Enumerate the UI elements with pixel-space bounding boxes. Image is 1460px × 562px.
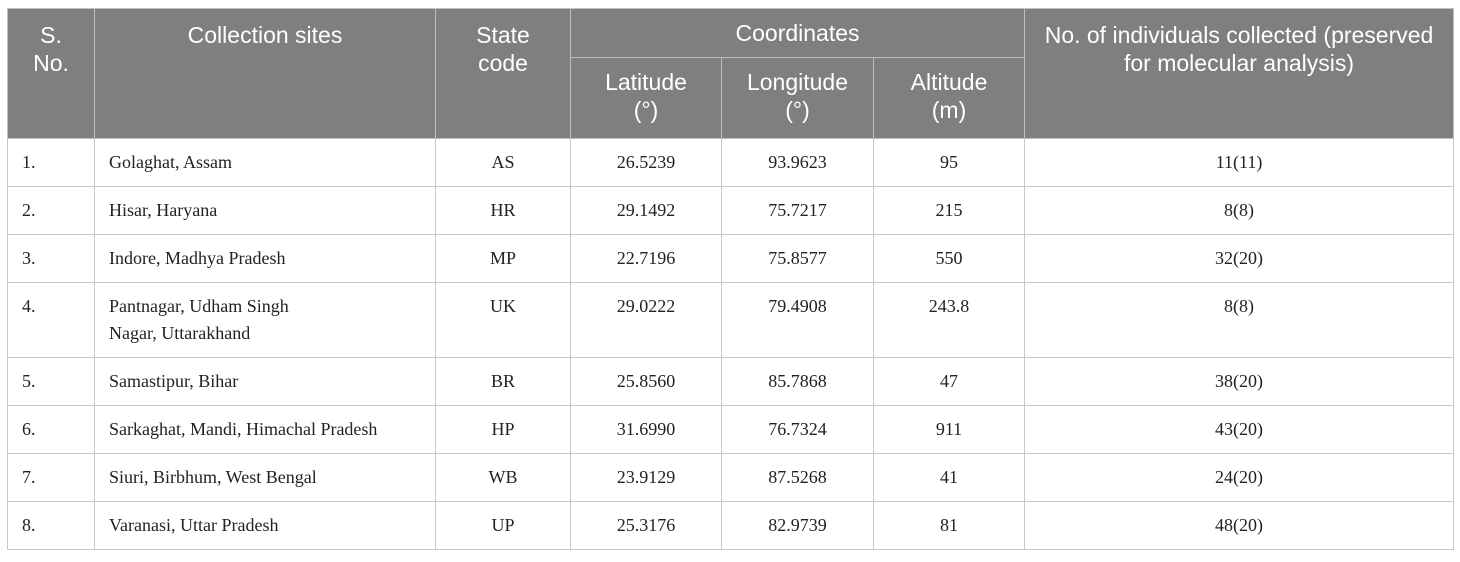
cell-altitude: 243.8 — [874, 283, 1025, 358]
table-row — [8, 235, 1454, 283]
cell-longitude: 75.7217 — [722, 187, 874, 235]
cell-sno: 3. — [8, 235, 95, 283]
cell-sno: 2. — [8, 187, 95, 235]
cell-state-code: BR — [436, 358, 571, 406]
cell-sno: 1. — [8, 139, 95, 187]
cell-collection-site: Indore, Madhya Pradesh — [95, 235, 436, 283]
header-individuals: No. of individuals collected (preserved for molecular analysis) — [1025, 9, 1454, 139]
cell-sno: 4. — [8, 283, 95, 358]
header-row-top — [8, 9, 1454, 58]
table-row — [8, 358, 1454, 406]
cell-state-code: HR — [436, 187, 571, 235]
header-latitude: Latitude (°) — [571, 58, 722, 139]
cell-longitude: 85.7868 — [722, 358, 874, 406]
cell-sno: 5. — [8, 358, 95, 406]
cell-longitude: 93.9623 — [722, 139, 874, 187]
cell-individuals: 32(20) — [1025, 235, 1454, 283]
cell-state-code: UK — [436, 283, 571, 358]
cell-longitude: 76.7324 — [722, 406, 874, 454]
table-row — [8, 502, 1454, 550]
cell-latitude: 26.5239 — [571, 139, 722, 187]
cell-collection-site: Hisar, Haryana — [95, 187, 436, 235]
cell-altitude: 215 — [874, 187, 1025, 235]
cell-altitude: 911 — [874, 406, 1025, 454]
header-sno: S. No. — [8, 9, 95, 139]
cell-collection-site: Samastipur, Bihar — [95, 358, 436, 406]
cell-altitude: 550 — [874, 235, 1025, 283]
cell-collection-site: Siuri, Birbhum, West Bengal — [95, 454, 436, 502]
cell-latitude: 25.3176 — [571, 502, 722, 550]
header-longitude: Longitude (°) — [722, 58, 874, 139]
table-row — [8, 139, 1454, 187]
cell-altitude: 81 — [874, 502, 1025, 550]
cell-state-code: AS — [436, 139, 571, 187]
cell-individuals: 43(20) — [1025, 406, 1454, 454]
cell-individuals: 8(8) — [1025, 187, 1454, 235]
cell-collection-site: Golaghat, Assam — [95, 139, 436, 187]
cell-sno: 6. — [8, 406, 95, 454]
cell-altitude: 47 — [874, 358, 1025, 406]
table-row — [8, 187, 1454, 235]
cell-latitude: 22.7196 — [571, 235, 722, 283]
cell-collection-site: Varanasi, Uttar Pradesh — [95, 502, 436, 550]
cell-collection-site: Pantnagar, Udham Singh Nagar, Uttarakhand — [95, 283, 436, 358]
collection-sites-table-container — [7, 8, 1453, 550]
cell-state-code: MP — [436, 235, 571, 283]
cell-altitude: 41 — [874, 454, 1025, 502]
header-state-code: State code — [436, 9, 571, 139]
header-altitude: Altitude (m) — [874, 58, 1025, 139]
cell-latitude: 29.0222 — [571, 283, 722, 358]
cell-longitude: 79.4908 — [722, 283, 874, 358]
cell-state-code: HP — [436, 406, 571, 454]
cell-latitude: 31.6990 — [571, 406, 722, 454]
cell-sno: 7. — [8, 454, 95, 502]
cell-latitude: 23.9129 — [571, 454, 722, 502]
table-row — [8, 406, 1454, 454]
cell-latitude: 25.8560 — [571, 358, 722, 406]
cell-state-code: UP — [436, 502, 571, 550]
cell-latitude: 29.1492 — [571, 187, 722, 235]
header-coordinates: Coordinates — [571, 9, 1025, 58]
cell-individuals: 48(20) — [1025, 502, 1454, 550]
cell-longitude: 87.5268 — [722, 454, 874, 502]
cell-individuals: 11(11) — [1025, 139, 1454, 187]
table-row — [8, 454, 1454, 502]
collection-sites-table — [7, 8, 1454, 550]
cell-collection-site: Sarkaghat, Mandi, Himachal Pradesh — [95, 406, 436, 454]
cell-longitude: 82.9739 — [722, 502, 874, 550]
cell-longitude: 75.8577 — [722, 235, 874, 283]
cell-individuals: 38(20) — [1025, 358, 1454, 406]
cell-sno: 8. — [8, 502, 95, 550]
cell-individuals: 24(20) — [1025, 454, 1454, 502]
cell-state-code: WB — [436, 454, 571, 502]
table-row — [8, 283, 1454, 358]
cell-individuals: 8(8) — [1025, 283, 1454, 358]
table-body — [8, 139, 1454, 550]
header-collection-sites: Collection sites — [95, 9, 436, 139]
cell-altitude: 95 — [874, 139, 1025, 187]
